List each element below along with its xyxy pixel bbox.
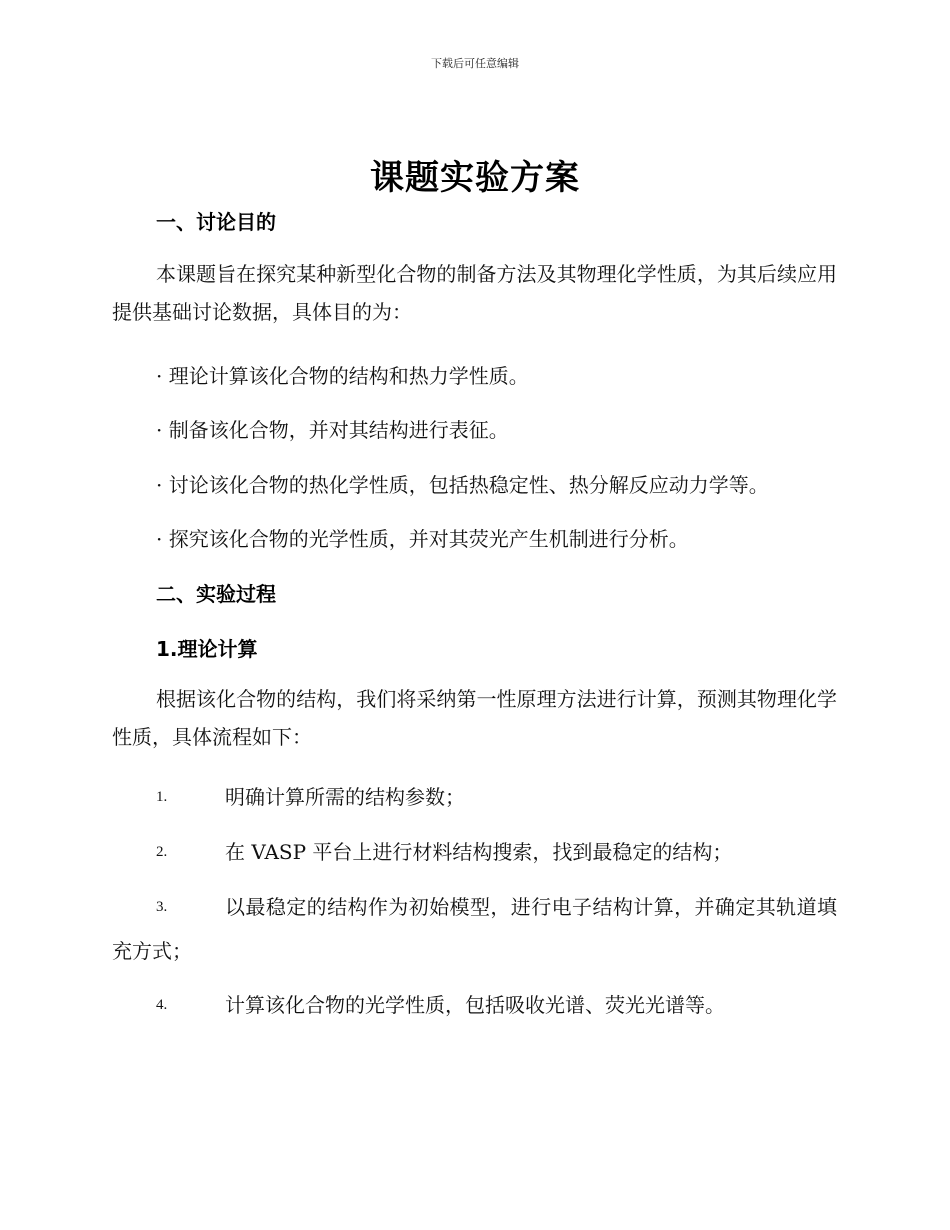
step-number: 4. — [156, 997, 168, 1013]
subsection-heading-theory: 1.理论计算 — [156, 637, 258, 661]
step-text: 明确计算所需的结构参数； — [225, 785, 465, 809]
step-text: 计算该化合物的光学性质，包括吸收光谱、荧光光谱等。 — [225, 993, 725, 1017]
step-number: 3. — [156, 899, 168, 915]
bullet-item-2: · 制备该化合物，并对其结构进行表征。 — [156, 418, 509, 442]
bullet-item-1: · 理论计算该化合物的结构和热力学性质。 — [156, 364, 529, 388]
step-item-2 — [112, 830, 837, 874]
page-title: 课题实验方案 — [370, 158, 580, 198]
section-heading-purpose: 一、讨论目的 — [156, 210, 276, 234]
bullet-item-3: · 讨论该化合物的热化学性质，包括热稳定性、热分解反应动力学等。 — [156, 473, 769, 497]
purpose-paragraph: 本课题旨在探究某种新型化合物的制备方法及其物理化学性质，为其后续应用提供基础讨论数据，具体目的为： — [112, 262, 837, 324]
step-text: 以最稳定的结构作为初始模型，进行电子结构计算，并确定其轨道填充方式； — [112, 895, 837, 963]
step-text: 在 VASP 平台上进行材料结构搜索，找到最稳定的结构； — [225, 840, 733, 864]
theory-paragraph: 根据该化合物的结构，我们将采纳第一性原理方法进行计算，预测其物理化学性质，具体流程如下： — [112, 687, 837, 749]
section-heading-process: 二、实验过程 — [156, 582, 276, 606]
bullet-item-4: · 探究该化合物的光学性质，并对其荧光产生机制进行分析。 — [156, 527, 689, 551]
step-item-1 — [112, 775, 837, 819]
step-item-3 — [112, 885, 837, 973]
step-number: 2. — [156, 844, 168, 860]
step-item-4 — [112, 983, 837, 1027]
header-note: 下载后可任意编辑 — [431, 57, 519, 70]
step-number: 1. — [156, 789, 168, 805]
